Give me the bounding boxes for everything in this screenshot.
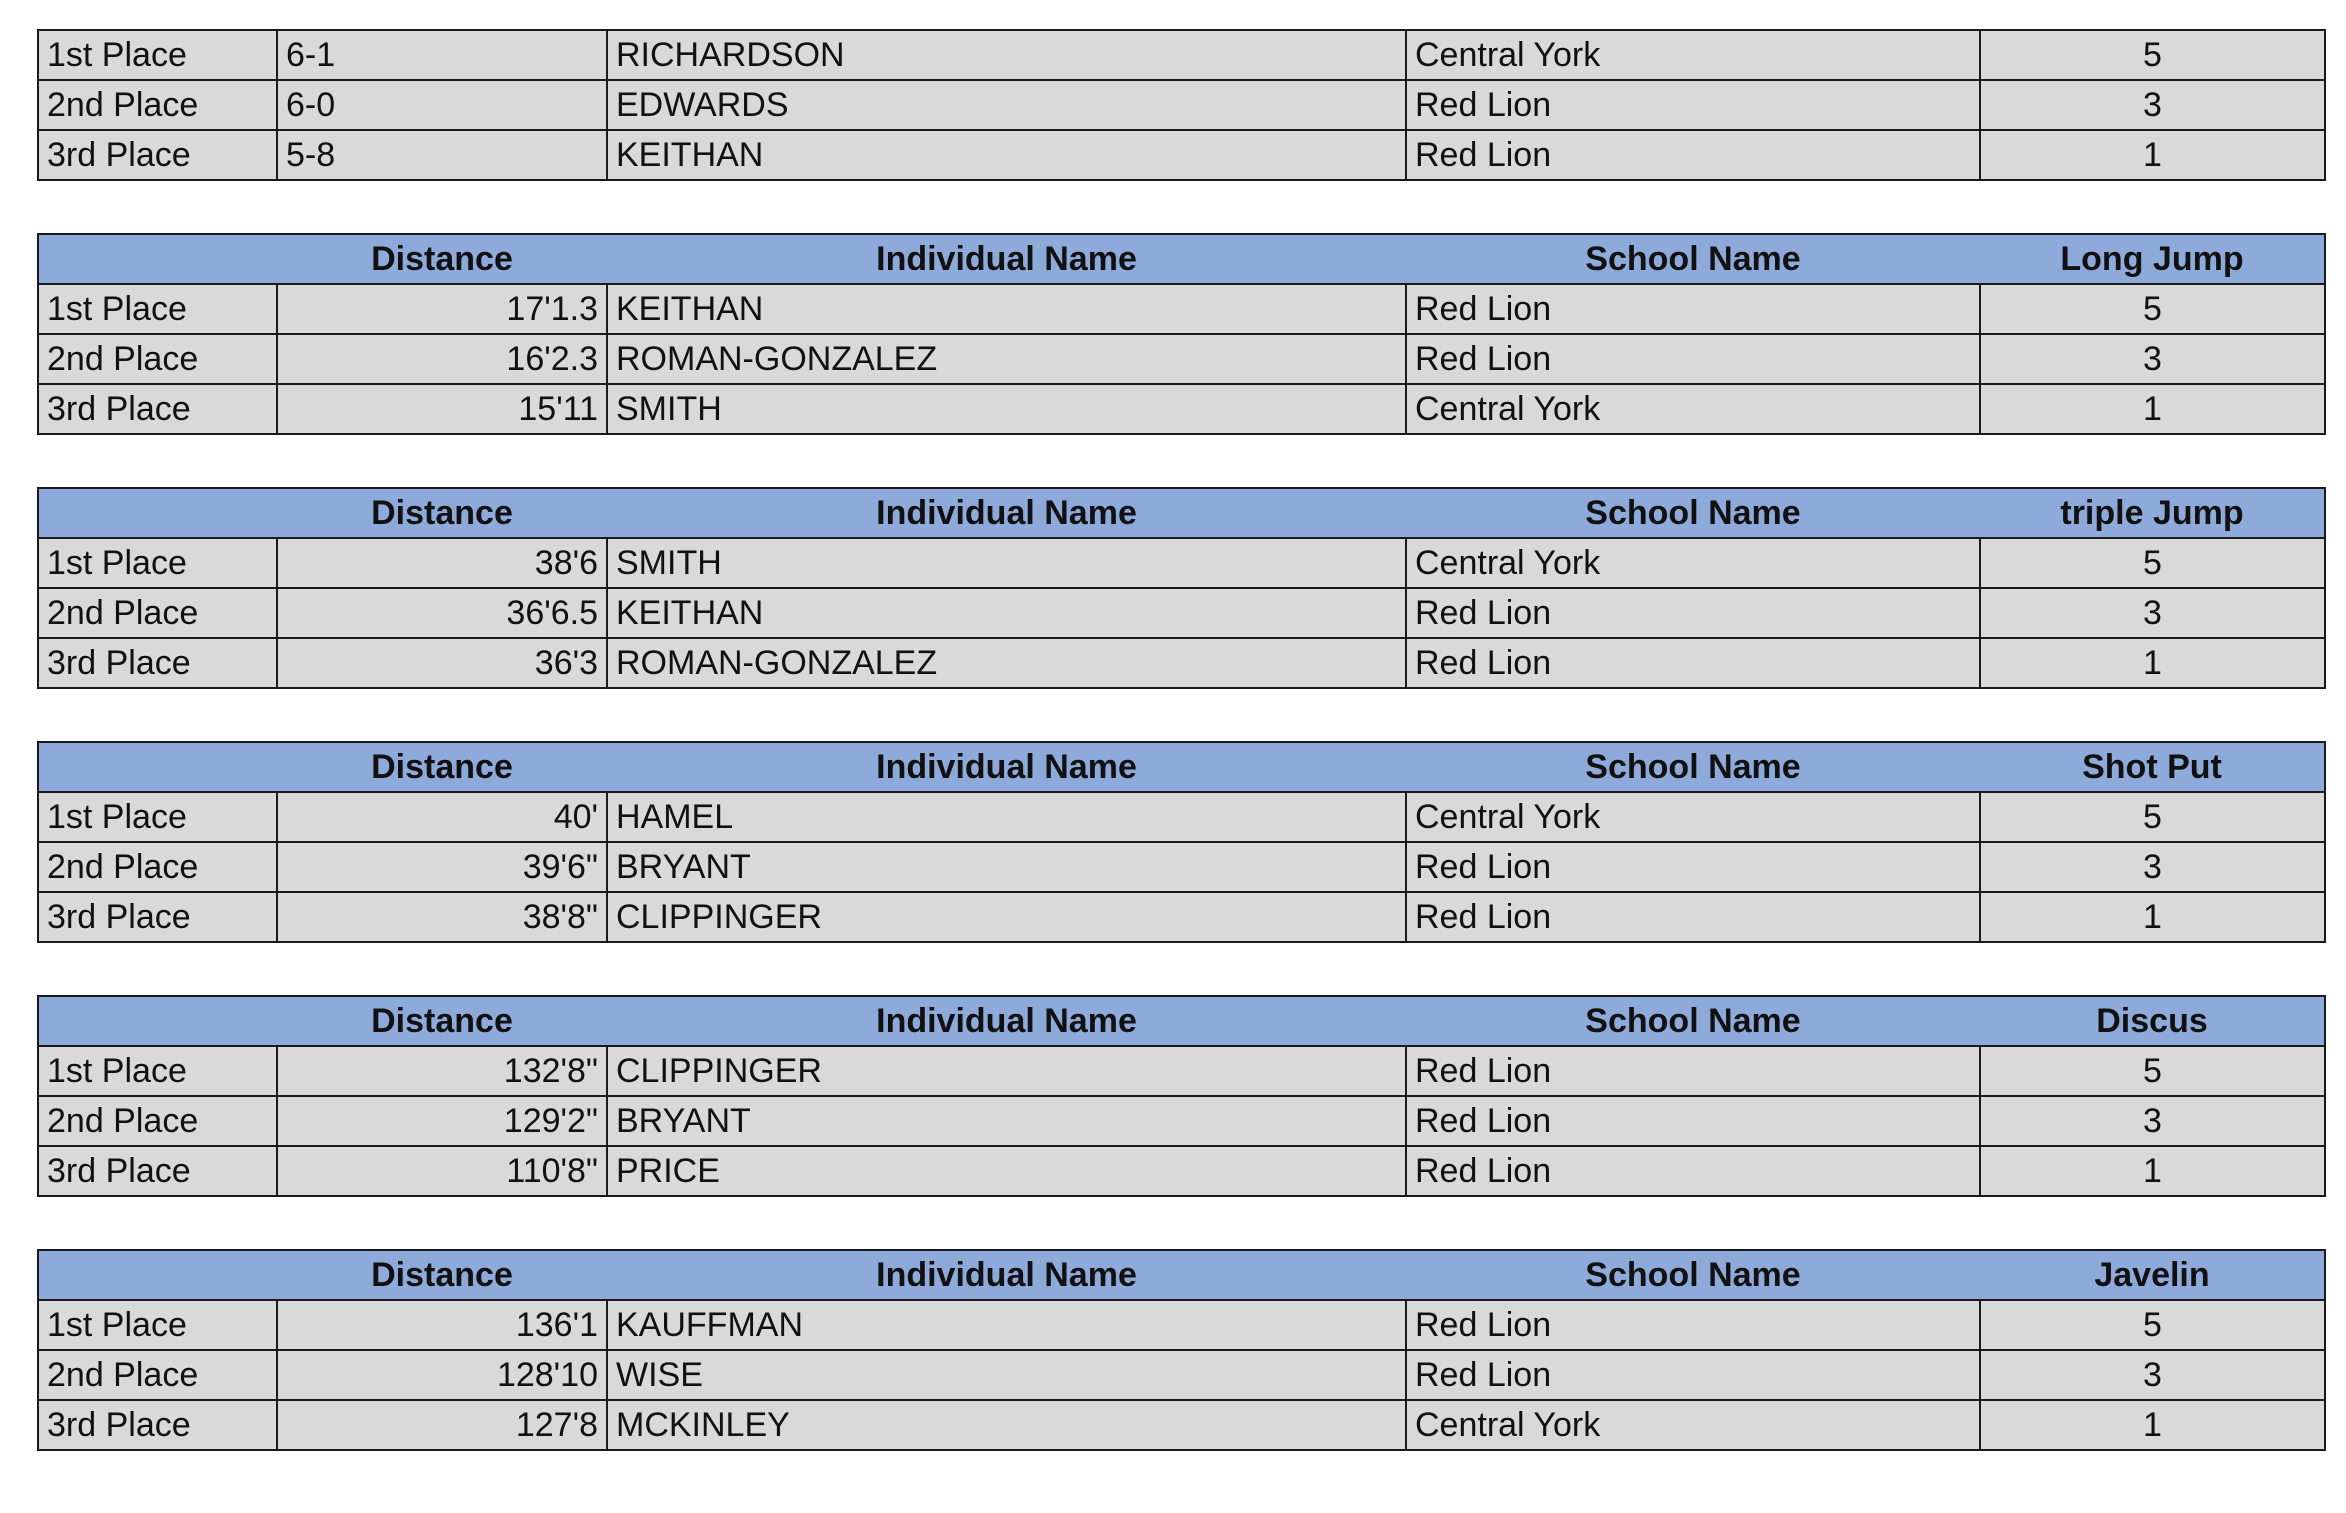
place-cell: 2nd Place [38,334,277,384]
place-cell: 2nd Place [38,1096,277,1146]
points-cell: 1 [1980,384,2325,434]
table-row [38,80,2325,130]
table-row [38,1146,2325,1196]
header-row [38,488,2325,538]
mark-cell: 39'6" [277,842,607,892]
place-cell: 1st Place [38,538,277,588]
athlete-name-cell: KEITHAN [607,588,1406,638]
points-cell: 3 [1980,334,2325,384]
athlete-name-cell: CLIPPINGER [607,1046,1406,1096]
school-name-cell: Red Lion [1406,638,1980,688]
school-name-cell: Central York [1406,384,1980,434]
points-cell: 5 [1980,792,2325,842]
header-blank [38,234,277,284]
event-table [37,1249,2326,1451]
place-cell: 3rd Place [38,384,277,434]
header-blank [38,996,277,1046]
athlete-name-cell: KEITHAN [607,130,1406,180]
table-row [38,384,2325,434]
mark-cell: 36'3 [277,638,607,688]
points-cell: 1 [1980,130,2325,180]
results-sheet [37,29,2324,1503]
header-blank [38,742,277,792]
mark-cell: 15'11 [277,384,607,434]
header-event-name: Long Jump [1980,234,2325,284]
header-individual-name: Individual Name [607,996,1406,1046]
header-school-name: School Name [1406,234,1980,284]
table-row [38,1096,2325,1146]
athlete-name-cell: BRYANT [607,842,1406,892]
athlete-name-cell: BRYANT [607,1096,1406,1146]
school-name-cell: Central York [1406,792,1980,842]
header-event-name: triple Jump [1980,488,2325,538]
points-cell: 1 [1980,1400,2325,1450]
header-row [38,742,2325,792]
place-cell: 3rd Place [38,1146,277,1196]
header-school-name: School Name [1406,742,1980,792]
place-cell: 1st Place [38,1046,277,1096]
header-school-name: School Name [1406,996,1980,1046]
mark-cell: 129'2" [277,1096,607,1146]
mark-cell: 127'8 [277,1400,607,1450]
header-individual-name: Individual Name [607,234,1406,284]
points-cell: 3 [1980,1096,2325,1146]
mark-cell: 36'6.5 [277,588,607,638]
place-cell: 2nd Place [38,1350,277,1400]
header-distance: Distance [277,742,607,792]
header-individual-name: Individual Name [607,488,1406,538]
header-row [38,996,2325,1046]
table-row [38,1350,2325,1400]
table-row [38,30,2325,80]
place-cell: 1st Place [38,284,277,334]
table-row [38,538,2325,588]
table-row [38,892,2325,942]
school-name-cell: Red Lion [1406,1300,1980,1350]
mark-cell: 5-8 [277,130,607,180]
header-school-name: School Name [1406,488,1980,538]
header-individual-name: Individual Name [607,1250,1406,1300]
event-table [37,995,2326,1197]
athlete-name-cell: PRICE [607,1146,1406,1196]
place-cell: 3rd Place [38,638,277,688]
header-distance: Distance [277,488,607,538]
points-cell: 3 [1980,80,2325,130]
athlete-name-cell: ROMAN-GONZALEZ [607,638,1406,688]
header-event-name: Discus [1980,996,2325,1046]
header-distance: Distance [277,234,607,284]
place-cell: 1st Place [38,1300,277,1350]
athlete-name-cell: MCKINLEY [607,1400,1406,1450]
header-distance: Distance [277,1250,607,1300]
athlete-name-cell: ROMAN-GONZALEZ [607,334,1406,384]
school-name-cell: Red Lion [1406,1096,1980,1146]
place-cell: 3rd Place [38,130,277,180]
place-cell: 2nd Place [38,588,277,638]
place-cell: 1st Place [38,792,277,842]
athlete-name-cell: CLIPPINGER [607,892,1406,942]
event-table [37,233,2326,435]
header-individual-name: Individual Name [607,742,1406,792]
points-cell: 5 [1980,1300,2325,1350]
points-cell: 5 [1980,284,2325,334]
athlete-name-cell: KAUFFMAN [607,1300,1406,1350]
place-cell: 1st Place [38,30,277,80]
header-row [38,1250,2325,1300]
table-row [38,588,2325,638]
school-name-cell: Red Lion [1406,130,1980,180]
header-distance: Distance [277,996,607,1046]
place-cell: 2nd Place [38,80,277,130]
points-cell: 5 [1980,1046,2325,1096]
school-name-cell: Central York [1406,30,1980,80]
mark-cell: 40' [277,792,607,842]
place-cell: 3rd Place [38,1400,277,1450]
school-name-cell: Red Lion [1406,892,1980,942]
points-cell: 3 [1980,842,2325,892]
header-event-name: Javelin [1980,1250,2325,1300]
points-cell: 3 [1980,588,2325,638]
school-name-cell: Central York [1406,538,1980,588]
event-table [37,29,2326,181]
athlete-name-cell: EDWARDS [607,80,1406,130]
mark-cell: 128'10 [277,1350,607,1400]
points-cell: 5 [1980,538,2325,588]
mark-cell: 16'2.3 [277,334,607,384]
mark-cell: 136'1 [277,1300,607,1350]
table-row [38,638,2325,688]
points-cell: 1 [1980,638,2325,688]
school-name-cell: Red Lion [1406,284,1980,334]
table-row [38,1400,2325,1450]
points-cell: 5 [1980,30,2325,80]
mark-cell: 38'8" [277,892,607,942]
school-name-cell: Red Lion [1406,334,1980,384]
table-row [38,1046,2325,1096]
header-event-name: Shot Put [1980,742,2325,792]
school-name-cell: Red Lion [1406,1146,1980,1196]
school-name-cell: Red Lion [1406,1046,1980,1096]
table-row [38,792,2325,842]
mark-cell: 38'6 [277,538,607,588]
place-cell: 2nd Place [38,842,277,892]
table-row [38,842,2325,892]
mark-cell: 132'8" [277,1046,607,1096]
athlete-name-cell: HAMEL [607,792,1406,842]
athlete-name-cell: RICHARDSON [607,30,1406,80]
header-school-name: School Name [1406,1250,1980,1300]
header-row [38,234,2325,284]
mark-cell: 17'1.3 [277,284,607,334]
mark-cell: 6-1 [277,30,607,80]
place-cell: 3rd Place [38,892,277,942]
athlete-name-cell: SMITH [607,384,1406,434]
table-row [38,284,2325,334]
school-name-cell: Red Lion [1406,842,1980,892]
header-blank [38,1250,277,1300]
points-cell: 3 [1980,1350,2325,1400]
table-row [38,334,2325,384]
athlete-name-cell: SMITH [607,538,1406,588]
points-cell: 1 [1980,892,2325,942]
header-blank [38,488,277,538]
mark-cell: 6-0 [277,80,607,130]
school-name-cell: Red Lion [1406,1350,1980,1400]
mark-cell: 110'8" [277,1146,607,1196]
school-name-cell: Red Lion [1406,588,1980,638]
event-table [37,741,2326,943]
table-row [38,130,2325,180]
athlete-name-cell: WISE [607,1350,1406,1400]
points-cell: 1 [1980,1146,2325,1196]
school-name-cell: Red Lion [1406,80,1980,130]
table-row [38,1300,2325,1350]
event-table [37,487,2326,689]
athlete-name-cell: KEITHAN [607,284,1406,334]
school-name-cell: Central York [1406,1400,1980,1450]
